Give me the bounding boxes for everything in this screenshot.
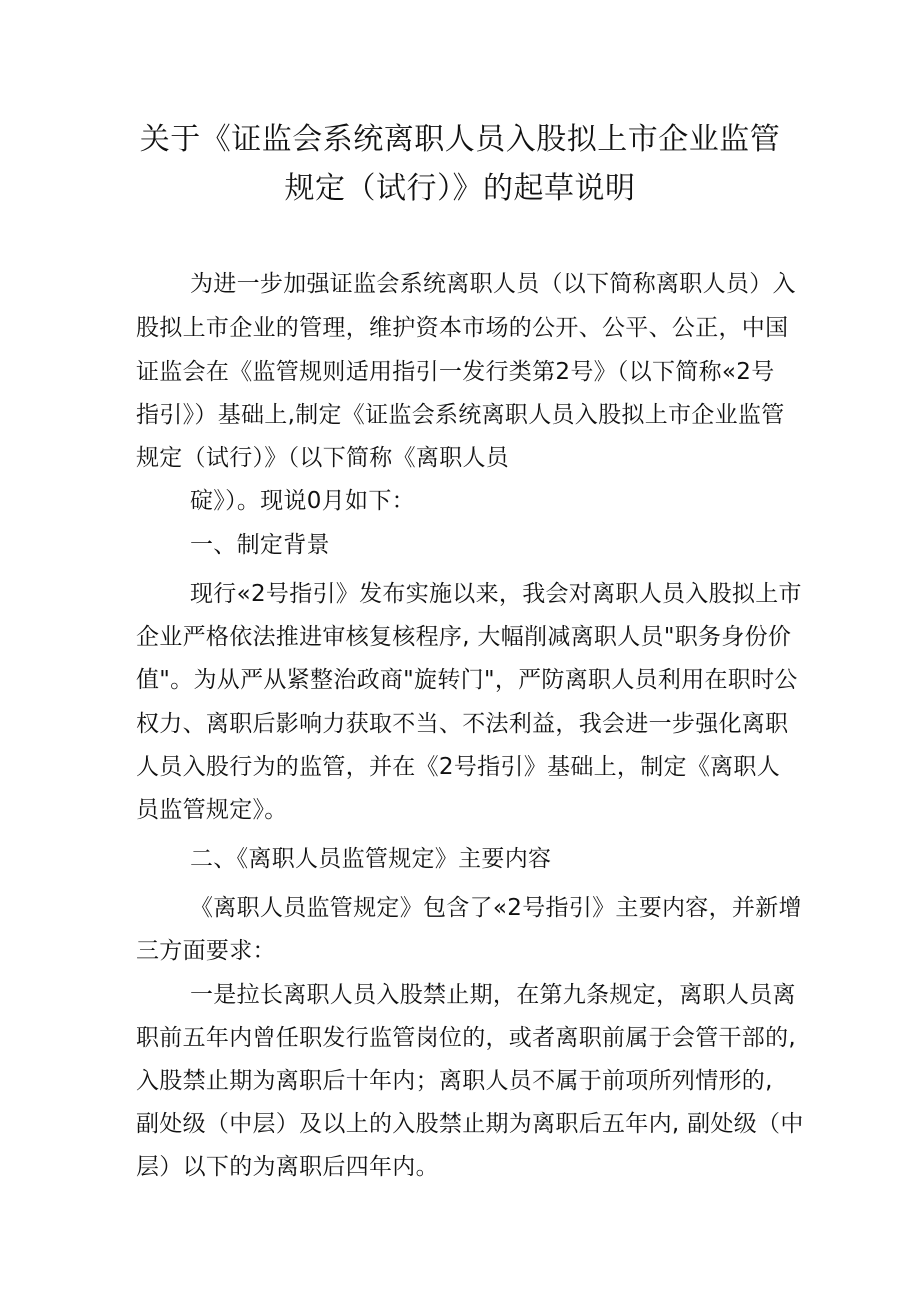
body-line-11: 权力、离职后影响力获取不当、不法利益，我会进一步强化离职 [136,711,789,737]
body-line-18: 职前五年内曾任职发行监管岗位的，或者离职前属于会管干部的, [136,1025,797,1051]
body-line-15: 《离职人员监管规定》包含了«2号指引》主要内容，并新增 [190,895,802,921]
body-line-5: 规定（试行）》（以下简称《离职人员 [136,445,510,471]
body-line-12: 人员入股行为的监管，并在《2号指引》基础上，制定《离职人 [136,754,781,780]
body-line-8: 现行«2号指引》发布实施以来，我会对离职人员入股拟上市 [190,581,802,607]
body-line-4: 指引》）基础上,制定《证监会系统离职人员入股拟上市企业监管 [136,402,785,428]
body-line-20: 副处级（中层）及以上的入股禁止期为离职后五年内, 副处级（中 [136,1111,804,1137]
body-line-21: 层）以下的为离职后四年内。 [136,1154,439,1180]
section-heading-1: 一、制定背景 [190,532,330,558]
body-line-1: 为进一步加强证监会系统离职人员（以下简称离职人员）入 [190,271,796,297]
body-line-3: 证监会在《监管规则适用指引一发行类第2号》（以下简称«2号 [136,359,775,385]
body-line-19: 入股禁止期为离职后十年内；离职人员不属于前项所列情形的, [136,1068,773,1094]
body-line-13: 员监管规定》。 [136,797,288,823]
body-line-2: 股拟上市企业的管理，维护资本市场的公开、公平、公正，中国 [136,315,789,341]
document-title-line-2: 规定（试行）》的起草说明 [284,171,636,206]
body-line-17: 一是拉长离职人员入股禁止期，在第九条规定，离职人员离 [190,982,796,1008]
body-line-16: 三方面要求： [136,938,276,964]
document-title-line-1: 关于《证监会系统离职人员入股拟上市企业监管 [139,122,781,157]
section-heading-2: 二、《离职人员监管规定》主要内容 [190,846,552,872]
body-line-9: 企业严格依法推进审核复核程序, 大幅削减离职人员"职务身份价 [136,624,792,650]
body-line-10: 值"。为从严从紧整治政商"旋转门"，严防离职人员利用在职时公 [136,667,798,693]
body-line-6: 碇》）。现说0月如下： [190,488,415,514]
